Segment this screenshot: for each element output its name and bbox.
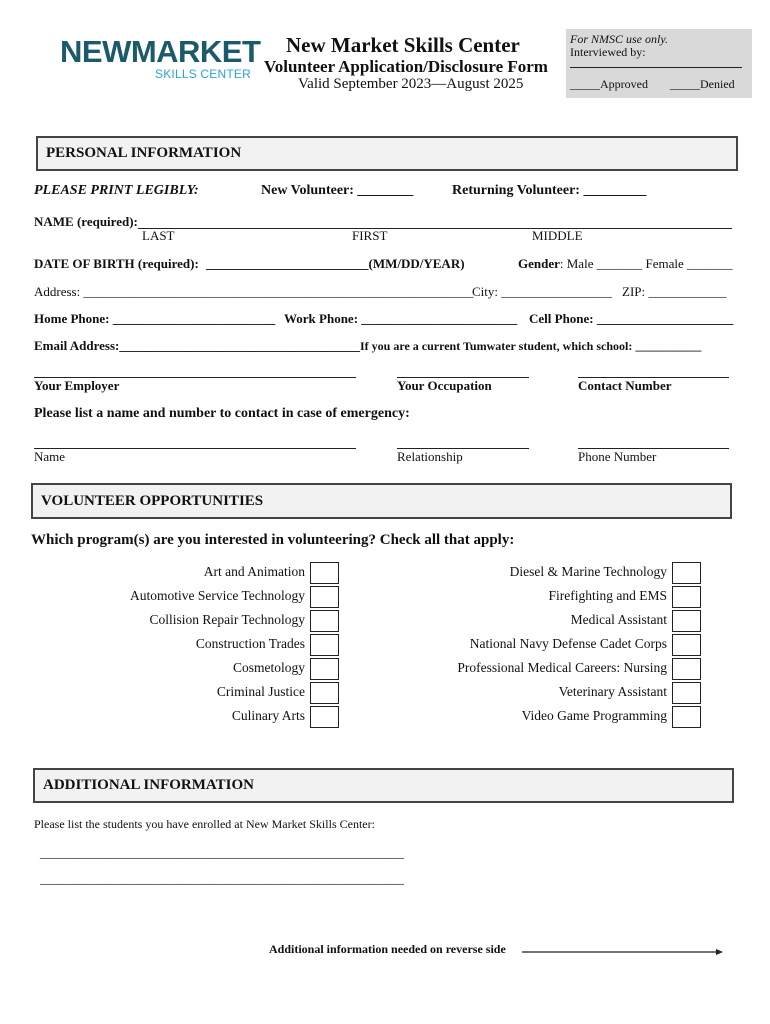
program-label: Diesel & Marine Technology: [509, 564, 667, 579]
reverse-side-note: Additional information needed on reverse side: [269, 942, 506, 956]
office-use-box: [566, 29, 752, 98]
valid-dates: Valid September 2023—August 2025: [298, 76, 524, 92]
program-checkbox[interactable]: [310, 658, 339, 680]
section-volunteer-title: VOLUNTEER OPPORTUNITIES: [41, 492, 264, 509]
program-checkbox[interactable]: [672, 562, 701, 584]
email-field[interactable]: Email Address:_____________________________________: [34, 338, 360, 353]
section-additional-title: ADDITIONAL INFORMATION: [43, 777, 254, 793]
program-checkbox[interactable]: [310, 634, 339, 656]
program-label: Automotive Service Technology: [129, 588, 305, 603]
last-name-caption: LAST: [142, 228, 175, 243]
program-label: Art and Animation: [203, 564, 305, 579]
enrolled-students-prompt: Please list the students you have enrolled at New Market Skills Center:: [34, 817, 375, 831]
program-checkbox[interactable]: [672, 682, 701, 704]
emergency-name-caption: Name: [34, 449, 66, 464]
emergency-contact-prompt: Please list a name and number to contact in case of emergency:: [34, 406, 410, 421]
form-subtitle: Volunteer Application/Disclosure Form: [264, 57, 548, 76]
program-checkbox[interactable]: [672, 658, 701, 680]
enrolled-students-line[interactable]: ________________________________________________________: [40, 845, 404, 860]
emergency-relationship-caption: Relationship: [397, 449, 463, 464]
dob-label: DATE OF BIRTH (required):: [34, 256, 199, 271]
logo-wordmark: NEWMARKET: [60, 34, 261, 69]
contact-number-caption: Contact Number: [578, 378, 672, 393]
program-checkbox[interactable]: [672, 586, 701, 608]
programs-prompt: Which program(s) are you interested in volunteering? Check all that apply:: [31, 532, 515, 548]
zip-field[interactable]: ZIP: ____________: [622, 284, 727, 299]
denied-field[interactable]: _____Denied: [670, 77, 735, 91]
office-note: For NMSC use only.: [570, 32, 668, 46]
program-label: National Navy Defense Cadet Corps: [469, 636, 667, 651]
program-label: Video Game Programming: [521, 708, 667, 723]
cell-phone-field[interactable]: Cell Phone: _____________________: [529, 311, 734, 326]
address-field[interactable]: Address: ____________________________________________________________: [34, 284, 474, 299]
program-label: Cosmetology: [232, 660, 305, 675]
program-checkbox[interactable]: [310, 706, 339, 728]
program-checkbox[interactable]: [310, 586, 339, 608]
first-name-caption: FIRST: [352, 228, 388, 243]
program-checkbox[interactable]: [672, 706, 701, 728]
print-legibly-label: PLEASE PRINT LEGIBLY:: [34, 183, 199, 198]
returning-volunteer-field[interactable]: Returning Volunteer: _________: [452, 183, 647, 198]
interviewed-by-line[interactable]: [570, 67, 742, 68]
work-phone-field[interactable]: Work Phone: ________________________: [284, 311, 518, 326]
program-label: Professional Medical Careers: Nursing: [457, 660, 667, 675]
middle-name-caption: MIDDLE: [532, 228, 583, 243]
emergency-phone-caption: Phone Number: [578, 449, 657, 464]
approved-field[interactable]: _____Approved: [570, 77, 648, 91]
occupation-caption: Your Occupation: [397, 378, 492, 393]
section-personal-title: PERSONAL INFORMATION: [46, 145, 242, 161]
home-phone-field[interactable]: Home Phone: _________________________: [34, 311, 276, 326]
program-label: Culinary Arts: [231, 708, 305, 723]
program-checkbox[interactable]: [672, 634, 701, 656]
program-checkbox[interactable]: [310, 610, 339, 632]
program-label: Veterinary Assistant: [558, 684, 667, 699]
section-personal-header: [36, 136, 738, 171]
emergency-name-line[interactable]: [34, 448, 356, 449]
section-additional-header: [33, 768, 734, 803]
name-line[interactable]: [138, 228, 732, 229]
section-volunteer-header: [31, 483, 732, 519]
new-volunteer-field[interactable]: New Volunteer: ________: [261, 183, 414, 198]
program-checkbox[interactable]: [310, 682, 339, 704]
program-label: Medical Assistant: [570, 612, 667, 627]
tumwater-school-field[interactable]: If you are a current Tumwater student, which school: ___________: [360, 339, 702, 353]
gender-field[interactable]: [518, 256, 732, 272]
program-label: Firefighting and EMS: [548, 588, 667, 603]
logo-subtitle: SKILLS CENTER: [155, 67, 251, 81]
dob-field[interactable]: _________________________(MM/DD/YEAR): [206, 256, 465, 271]
program-label: Construction Trades: [195, 636, 305, 651]
city-field[interactable]: City: _________________: [472, 284, 612, 299]
program-label: Criminal Justice: [216, 684, 305, 699]
name-label: NAME (required):: [34, 214, 138, 229]
gender-label: Gender: [518, 256, 560, 271]
program-checkbox[interactable]: [672, 610, 701, 632]
page-title: New Market Skills Center: [286, 33, 520, 57]
enrolled-students-line[interactable]: ________________________________________________________: [40, 871, 404, 886]
interviewed-by-label: Interviewed by:: [570, 45, 646, 59]
employer-caption: Your Employer: [34, 378, 120, 393]
program-label: Collision Repair Technology: [149, 612, 305, 627]
program-checkbox[interactable]: [310, 562, 339, 584]
gender-options: : Male _______ Female _______: [559, 256, 733, 271]
